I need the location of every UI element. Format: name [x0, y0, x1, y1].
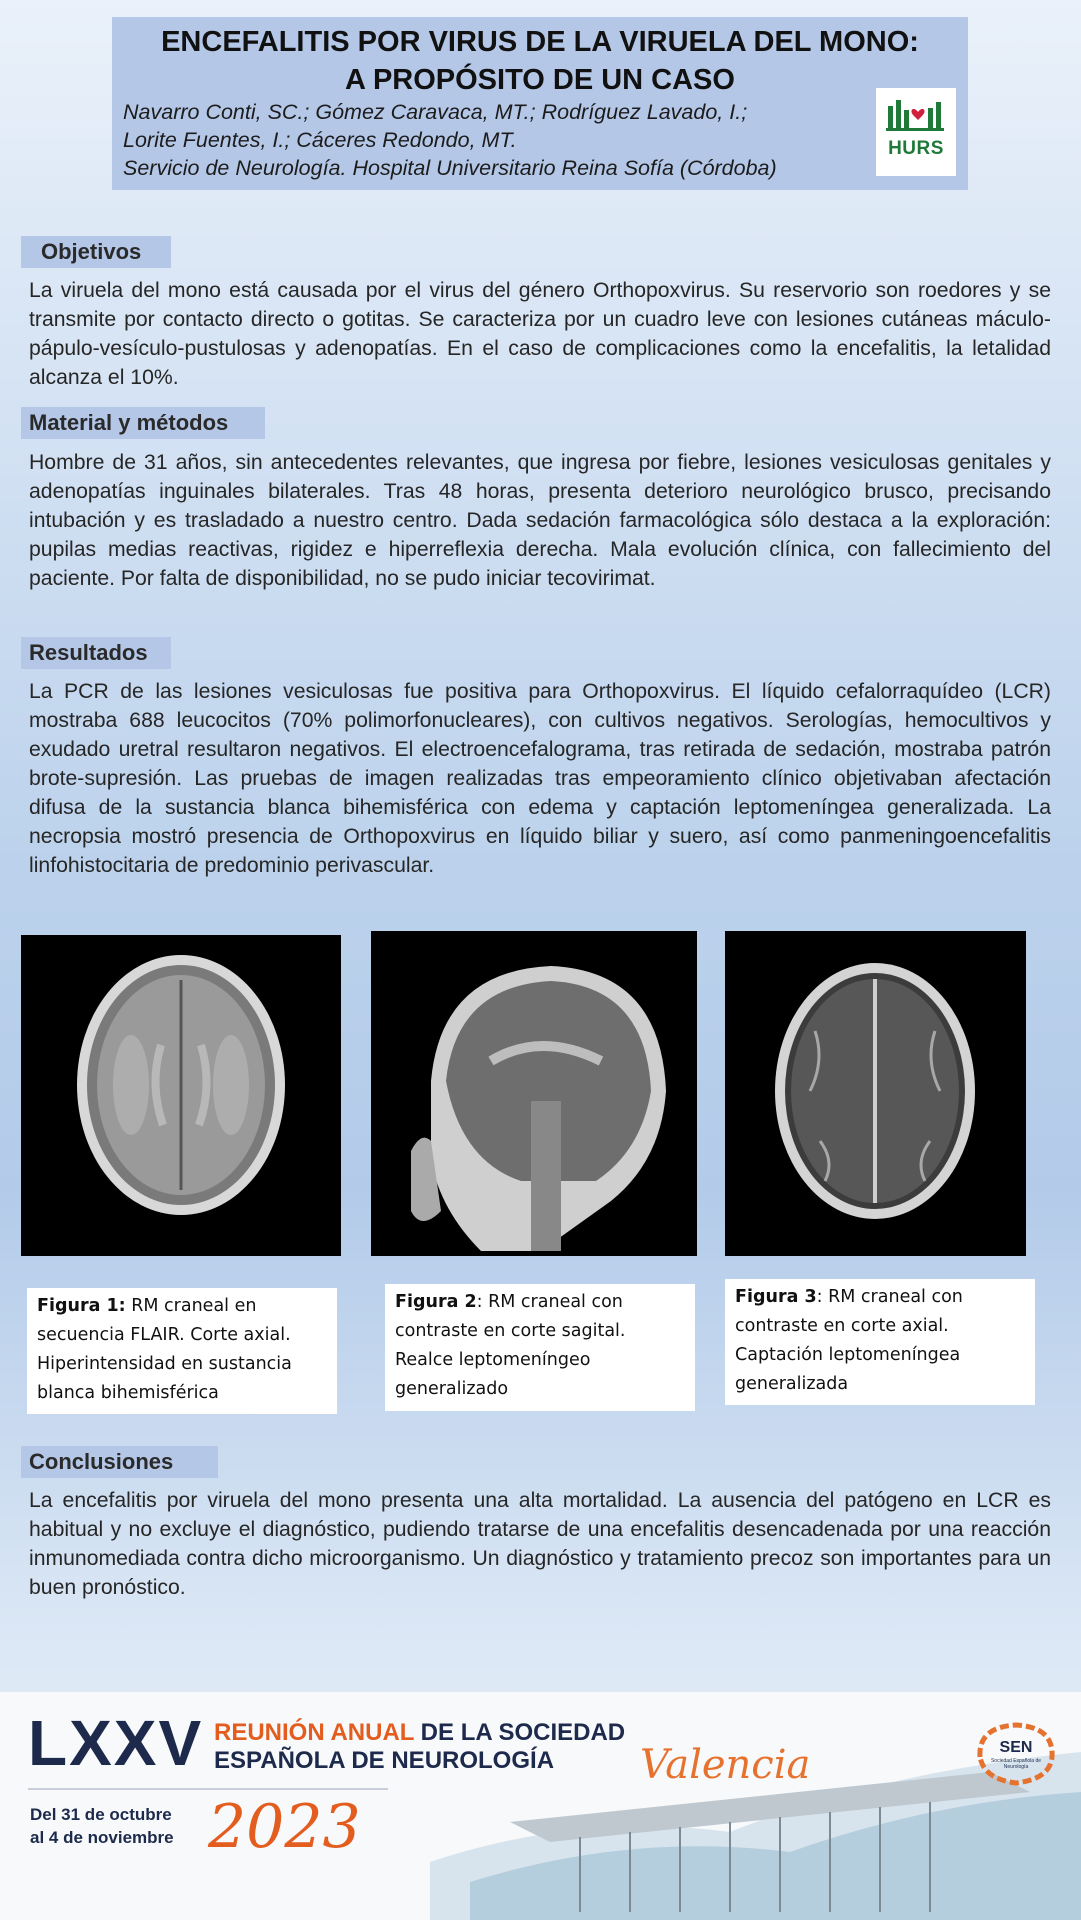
figure-3-label: Figura 3: [735, 1287, 817, 1307]
congress-year: 2023: [208, 1792, 361, 1862]
hurs-logo-text: HURS: [888, 138, 944, 159]
footer-divider: [28, 1788, 388, 1790]
title-line-2: A PROPÓSITO DE UN CASO: [345, 64, 735, 96]
congress-edition: LXXV: [28, 1707, 204, 1779]
figure-1-label: Figura 1:: [37, 1296, 126, 1316]
section-heading-material: Material y métodos: [21, 407, 265, 439]
hurs-logo: [876, 88, 956, 176]
congress-name-line-2: ESPAÑOLA DE NEUROLOGÍA: [214, 1747, 555, 1774]
congress-name-line-1: [214, 1719, 625, 1747]
congress-name-highlight: REUNIÓN ANUAL: [214, 1719, 415, 1746]
congress-footer-banner: [0, 1692, 1081, 1920]
figure-2-label: Figura 2: [395, 1292, 477, 1312]
congress-dates: [30, 1803, 174, 1849]
authors-line-1: Navarro Conti, SC.; Gómez Caravaca, MT.; Rodríguez Lavado, I.;: [123, 100, 748, 124]
figure-1-caption: [27, 1288, 337, 1414]
sen-logo: [970, 1717, 1062, 1791]
conclusiones-text: La encefalitis por viruela del mono presenta una alta mortalidad. La ausencia del patógeno en LCR es habitual y no excluye el diagnóstico, pudiendo tratarse de una encefalitis desencadenada por una reacción inmunomediada contra dicho microorganismo. Un diagnóstico y tratamiento precoz son importantes para un buen pronóstico.: [29, 1489, 1051, 1599]
affiliation: Servicio de Neurología. Hospital Universitario Reina Sofía (Córdoba): [123, 156, 777, 180]
figure-2-text: : RM craneal con contraste en corte sagital. Realce leptomeníngeo generalizado: [395, 1292, 626, 1399]
authors-line-2: Lorite Fuentes, I.; Cáceres Redondo, MT.: [123, 128, 517, 152]
date-line-1: Del 31 de octubre: [30, 1805, 172, 1824]
mri-sagittal-image: [371, 931, 697, 1256]
resultados-text: La PCR de las lesiones vesiculosas fue positiva para Orthopoxvirus. El líquido cefalorraquídeo (LCR) mostraba 688 leucocitos (70% polimorfonucleares), con cultivos negativos. Serologías, hemocultivos y exudado uretral resultaron negativos. El electroencefalograma, tras retirada de sedación, mostraba patrón brote-supresión. Las pruebas de imagen realizadas tras empeoramiento clínico objetivaban afectación difusa de la sustancia blanca bihemisférica con edema y captación leptomeníngea generalizada. La necropsia mostró presencia de Orthopoxvirus en líquido biliar y suero, así como panmeningoencefalitis linfohistocitaria de predominio perivascular.: [29, 680, 1051, 877]
section-heading-objetivos: Objetivos: [21, 236, 171, 268]
sen-logo-text: SEN: [999, 1739, 1033, 1756]
sen-logo-subtitle: Sociedad Española de Neurología: [990, 1758, 1042, 1770]
figure-2-caption: [385, 1284, 695, 1411]
poster-header: [112, 17, 968, 190]
figure-3-caption: [725, 1279, 1035, 1405]
figure-3-text: : RM craneal con contraste en corte axial. Captación leptomeníngea generalizada: [735, 1287, 963, 1394]
objetivos-text: La viruela del mono está causada por el virus del género Orthopoxvirus. Su reservorio son roedores y se transmite por contacto directo o gotitas. Se caracteriza por un cuadro leve con lesiones cutáneas máculo-pápulo-vesículo-pustulosas y adenopatías. En el caso de complicaciones como la encefalitis, la letalidad alcanza el 10%.: [29, 279, 1051, 389]
date-line-2: al 4 de noviembre: [30, 1828, 174, 1847]
section-heading-resultados: Resultados: [21, 637, 171, 669]
material-text: Hombre de 31 años, sin antecedentes relevantes, que ingresa por fiebre, lesiones vesiculosas genitales y adenopatías inguinales bilaterales. Tras 48 horas, presenta deterioro neurológico brusco, precisando intubación y es trasladado a nuestro centro. Dada sedación farmacológica sólo destaca a la exploración: pupilas medias reactivas, rigidez e hiperreflexia derecha. Mala evolución clínica, con fallecimiento del paciente. Por falta de disponibilidad, no se pudo iniciar tecovirimat.: [29, 451, 1051, 590]
congress-city: Valencia: [640, 1742, 811, 1788]
congress-name-rest: DE LA SOCIEDAD: [414, 1719, 626, 1746]
figure-1-text: RM craneal en secuencia FLAIR. Corte axial. Hiperintensidad en sustancia blanca bihemisférica: [37, 1296, 292, 1403]
section-heading-conclusiones: Conclusiones: [21, 1446, 218, 1478]
hurs-emblem-icon: [876, 88, 956, 138]
mri-axial-flair-image: [21, 935, 341, 1256]
poster-title: [112, 23, 968, 99]
mri-axial-contrast-image: [725, 931, 1026, 1256]
title-line-1: ENCEFALITIS POR VIRUS DE LA VIRUELA DEL MONO:: [161, 26, 919, 58]
